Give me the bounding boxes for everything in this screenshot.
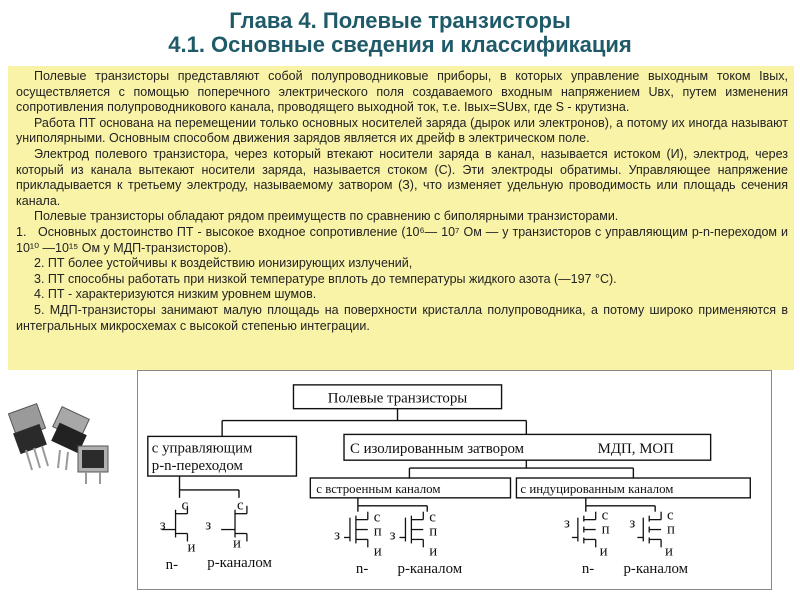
jfet-n-drain: с — [181, 497, 189, 514]
classification-diagram — [137, 370, 772, 590]
builtin-n-drain: с — [373, 509, 381, 526]
to220-package-1 — [8, 404, 48, 470]
advantage-1 — [16, 225, 788, 256]
advantage-1-number: 1. — [16, 224, 27, 239]
builtin-p-gate: з — [389, 527, 396, 544]
advantage-4: 4. ПТ - характеризуются низким уровнем шумов. — [34, 287, 317, 302]
induced-n-drain: с — [601, 507, 609, 524]
jfet-p-gate: з — [205, 517, 212, 534]
advantage-3: 3. ПТ способны работать при низкой температуре вплоть до температуры жидкого азота (—197 °С). — [34, 271, 617, 286]
builtin-p-drain: с — [429, 509, 436, 526]
jfet-p-drain: с — [236, 497, 244, 514]
induced-mosfet-symbols — [572, 512, 661, 548]
dpak-package — [78, 446, 108, 484]
induced-p-source: и — [665, 543, 674, 560]
induced-channel-label: с индуцированным каналом — [520, 481, 674, 496]
induced-p-drain: с — [667, 507, 674, 524]
induced-n-source: и — [599, 543, 608, 560]
jfet-n-gate: з — [159, 517, 166, 534]
builtin-n-gate: з — [334, 527, 340, 544]
jfet-n-source: и — [187, 539, 196, 556]
paragraph-electrodes: Электрод полевого транзистора, через который втекают носители заряда в канал, называется истоком (И), электрод, через который из канала вытекают носители заряда, называется стоком (С). Эти электроды обратимы. Управляющее напряжение прикладывается к третьему электроду, называемому затвором (З), что изменяет удельную проводимость или площадь сечения канала. — [16, 146, 788, 208]
induced-n-sub: п — [601, 521, 610, 538]
paragraph-advantages-intro: Полевые транзисторы обладают рядом преимуществ по сравнению с биполярными транзисторами. — [34, 209, 619, 224]
builtin-p-sub: п — [429, 523, 438, 540]
builtin-mosfet-symbols — [344, 509, 423, 548]
jfet-p-label: p-каналом — [207, 555, 272, 572]
induced-p-label: p-каналом — [623, 561, 689, 578]
paragraph-definition: Полевые транзисторы представляют собой полупроводниковые приборы, в которых управление выходным током Iвых, осуществляется с помощью поперечного электрического поля создаваемого входным напряжением Uвх, путем изменения сопротивления полупроводникового канала, проводящего выходной ток, т.е. Iвых=SUвх, где S - крутизна. — [16, 69, 788, 115]
text-panel — [8, 66, 794, 370]
advantage-1-text: Основных достоинство ПТ - высокое входное сопротивление (10⁶— 10⁷ Ом — у транзисторов с управляющим p-n-переходом и 10¹⁰ —10¹⁵ Ом у МДП-транзисторов). — [16, 224, 788, 255]
advantage-2: 2. ПТ более устойчивы к воздействию ионизирующих излучений, — [34, 256, 413, 271]
builtin-n-sub: п — [373, 523, 382, 540]
built-in-channel-label: с встроенным каналом — [316, 481, 441, 496]
chapter-title: Глава 4. Полевые транзисторы — [229, 8, 571, 33]
jfet-label-1: с управляющим — [151, 440, 253, 457]
induced-p-gate: з — [629, 515, 636, 532]
jfet-n-label: n- — [165, 557, 179, 574]
builtin-p-label: p-каналом — [397, 561, 463, 578]
induced-n-label: n- — [581, 561, 595, 578]
section-title: 4.1. Основные сведения и классификация — [168, 32, 632, 57]
builtin-p-source: и — [429, 543, 438, 560]
advantage-5: 5. МДП-транзисторы занимают малую площадь на поверхности кристалла полупроводника, а потому широко применяются в интегральных микросхемах с высокой степенью интеграции. — [16, 302, 788, 333]
induced-n-gate: з — [563, 515, 570, 532]
induced-p-sub: п — [667, 521, 676, 538]
transistor-package-image — [8, 398, 120, 494]
builtin-n-label: n- — [355, 561, 369, 578]
insulated-gate-label: С изолированным затвором — [349, 441, 525, 458]
jfet-label-2: p-n-переходом — [151, 458, 243, 475]
builtin-n-source: и — [373, 543, 382, 560]
insulated-gate-tag: МДП, МОП — [597, 441, 674, 458]
root-label: Полевые транзисторы — [327, 390, 468, 407]
jfet-p-source: и — [233, 535, 241, 552]
paragraph-unipolar: Работа ПТ основана на перемещении только основных носителей заряда (дырок или электронов), а потому их иногда называют униполярными. Основным способом движения зарядов является их дрейф в электрическом поле. — [16, 115, 788, 146]
